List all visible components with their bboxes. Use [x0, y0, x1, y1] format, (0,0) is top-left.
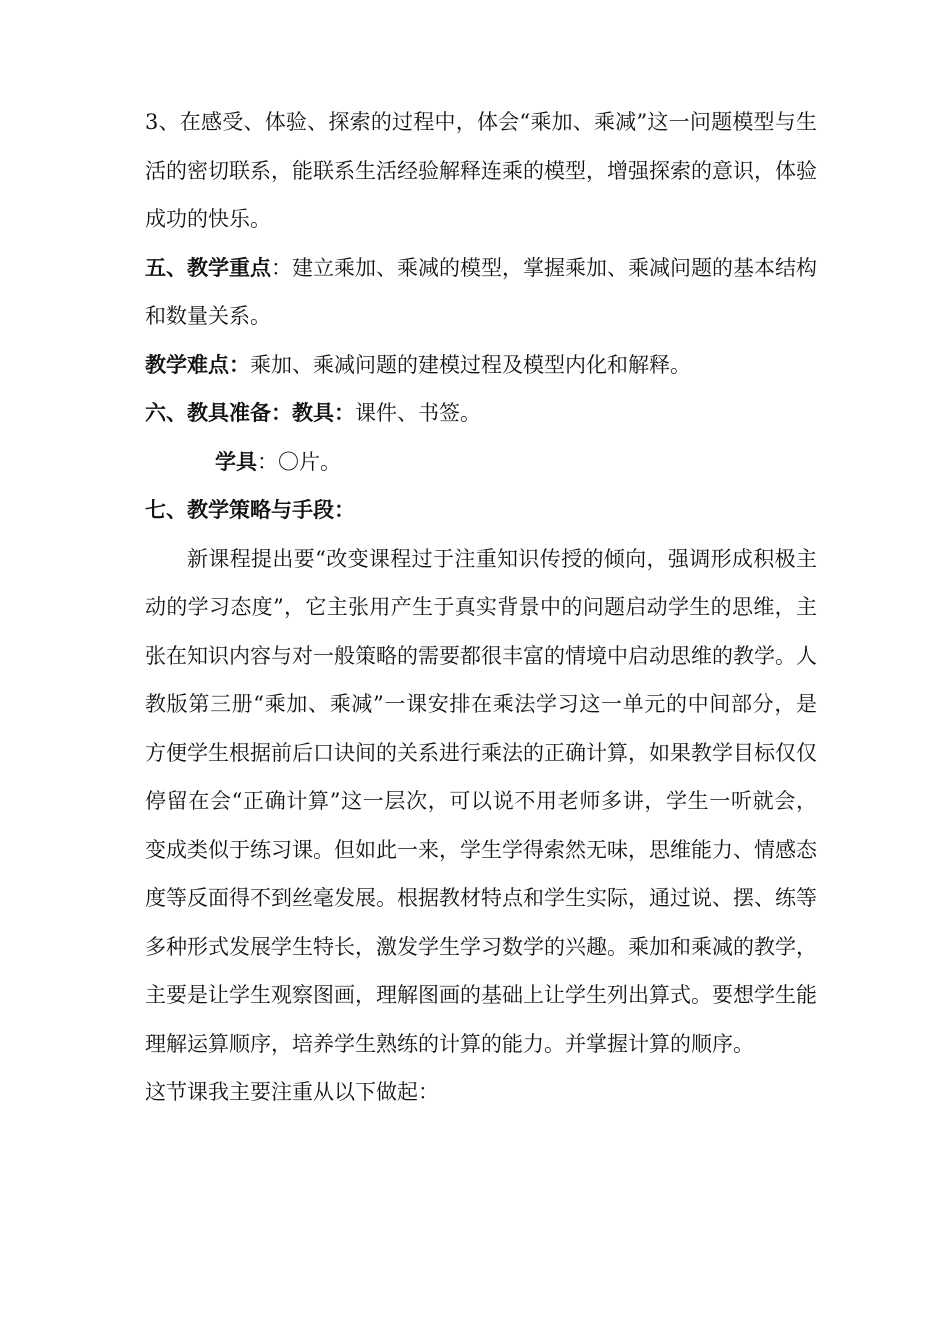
difficulties-section — [145, 341, 817, 390]
difficulties-text: 乘加、乘减问题的建模过程及模型内化和解释。 — [250, 352, 691, 377]
key-points-section — [145, 244, 817, 341]
key-points-colon: ： — [271, 255, 292, 280]
key-points-heading: 五、教学重点 — [145, 254, 271, 280]
closing-line — [145, 1068, 817, 1117]
teacher-materials-text: 课件、书签。 — [355, 401, 481, 425]
student-materials-label: 学具 — [215, 448, 257, 474]
closing-line-text: 这节课我主要注重从以下做起： — [145, 1080, 439, 1104]
teaching-goal-3-text: 3、在感受、体验、探索的过程中，体会“乘加、乘减”这一问题模型与生活的密切联系，能联系生活经验解释连乘的模型，增强探索的意识，体验成功的快乐。 — [145, 110, 817, 231]
difficulties-heading: 教学难点： — [145, 351, 250, 377]
teacher-materials-label: 教具： — [292, 400, 355, 425]
materials-section — [145, 389, 817, 438]
document-page — [145, 98, 817, 1117]
materials-heading: 六、教具准备： — [145, 400, 292, 425]
strategy-paragraph-text: 新课程提出要“改变课程过于注重知识传授的倾向，强调形成积极主动的学习态度”，它主张用产生于真实背景中的问题启动学生的思维，主张在知识内容与对一般策略的需要都很丰富的情境中启动思维的教学。人教版第三册“乘加、乘减”一课安排在乘法学习这一单元的中间部分，是方便学生根据前后口诀间的关系进行乘法的正确计算，如果教学目标仅仅停留在会“正确计算”这一层次，可以说不用老师多讲，学生一听就会，变成类似于练习课。但如此一来，学生学得索然无味，思维能力、情感态度等反面得不到丝毫发展。根据教材特点和学生实际，通过说、摆、练等多种形式发展学生特长，激发学生学习数学的兴趣。乘加和乘减的教学，主要是让学生观察图画，理解图画的基础上让学生列出算式。要想学生能理解运算顺序，培养学生熟练的计算的能力。并掌握计算的顺序。 — [145, 546, 817, 1056]
student-materials-colon: ： — [257, 449, 278, 474]
student-materials-line — [145, 438, 817, 487]
key-points-text: 建立乘加、乘减的模型，掌握乘加、乘减问题的基本结构和数量关系。 — [145, 255, 817, 328]
strategy-section — [145, 486, 817, 535]
strategy-paragraph — [145, 535, 817, 1069]
student-materials-text: 〇片。 — [278, 449, 341, 474]
teaching-goal-3 — [145, 98, 817, 244]
strategy-heading: 七、教学策略与手段： — [145, 497, 355, 522]
